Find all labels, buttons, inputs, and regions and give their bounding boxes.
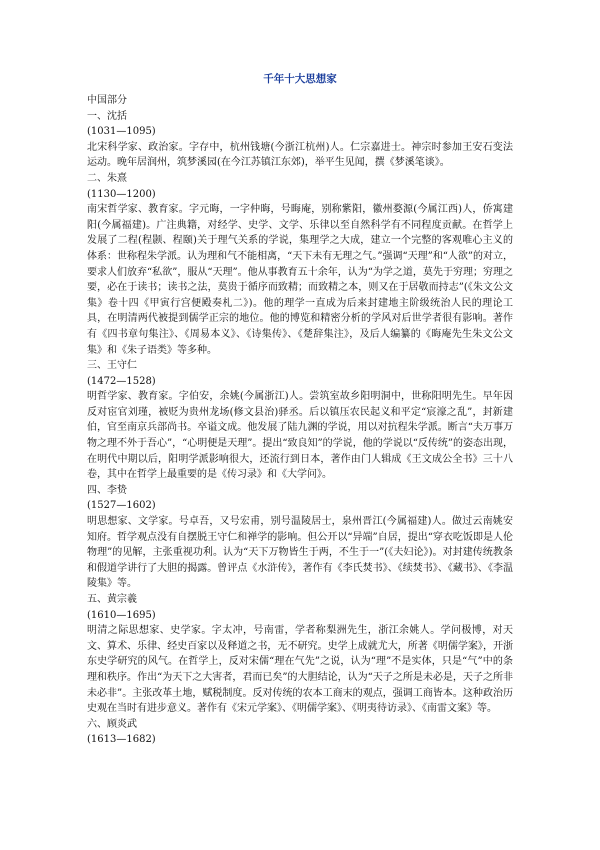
entry-heading: 一、沈括	[87, 110, 127, 122]
entry-dates: (1610—1695)	[87, 609, 156, 621]
entry-body: 南宋哲学家、教育家。字元晦，一字仲晦，号晦庵，别称紫阳，徽州婺源(今属江西)人，侨寓建阳(今属福建)。广注典籍，对经学、史学、文学、乐律以至自然科学有不同程度贡献。在哲学上发展了二程(程颢、程颐)关于理气关系的学说，集理学之大成，建立一个完整的客观唯心主义的体系：世称程朱学派。认为理和气不能相离，“天下未有无理之气。”强调“天理”和“人欲”的对立，要求人们放弃“私欲”，服从“天理”。他从事教育五十余年，认为“为学之道，莫先于穷理；穷理之要，必在于读书；读书之法，莫贵于循序而致精；而致精之本，则又在于居敬而持志”(《朱文公文集》卷十四《甲寅行宫便殿奏札二》)。他的理学一直成为后来封建地主阶级统治人民的理论工具，在明清两代被提到儒学正宗的地位。他的博览和精密分析的学风对后世学者很有影响。著作有《四书章句集注》、《周易本义》、《诗集传》、《楚辞集注》，及后人编纂的《晦庵先生朱文公文集》和《朱子语类》等多种。	[87, 204, 513, 356]
section-label: 中国部分	[87, 95, 127, 106]
entry-dates: (1031—1095)	[87, 126, 156, 138]
entry-li-zhi	[87, 483, 513, 592]
entry-heading: 二、朱熹	[87, 172, 127, 184]
entry-body: 明哲学家、教育家。字伯安，余姚(今属浙江)人。尝筑室故乡阳明洞中，世称阳明先生。早年因反对宦官刘瑾，被贬为贵州龙场(修文县治)驿丞。后以镇压农民起义和平定“宸濠之乱”，封新建伯，官至南京兵部尚书。卒谥文成。他发展了陆九渊的学说，用以对抗程朱学派。断言“夫万事万物之理不外于吾心”，“心明便是天理”。提出“致良知”的学说，他的学说以“反传统”的姿态出现，在明代中期以后，阳明学派影响很大，还流行到日本，著作由门人辑成《王文成公全书》三十八卷，其中在哲学上最重要的是《传习录》和《大学问》。	[87, 391, 513, 481]
document-page	[87, 72, 513, 748]
entry-dates: (1130—1200)	[87, 188, 156, 200]
entry-gu-yanwu	[87, 717, 513, 748]
entry-body: 北宋科学家、政治家。字存中，杭州钱塘(今浙江杭州)人。仁宗嘉进士。神宗时参加王安石变法运动。晚年居润州，筑梦溪园(在今江苏镇江东郊)，举平生见闻，撰《梦溪笔谈》。	[87, 141, 513, 169]
entry-heading: 三、王守仁	[87, 360, 137, 372]
entry-huang-zongxi	[87, 592, 513, 717]
document-title: 千年十大思想家	[263, 73, 337, 85]
entry-heading: 五、黄宗羲	[87, 594, 137, 605]
entry-dates: (1527—1602)	[87, 500, 156, 512]
entry-zhu-xi	[87, 171, 513, 358]
entry-dates: (1613—1682)	[87, 734, 156, 746]
entry-shen-kuo	[87, 109, 513, 171]
entry-body: 明清之际思想家、史学家。字太冲，号南雷，学者称梨洲先生，浙江余姚人。学问极博，对天文、算术、乐律、经史百家以及释道之书，无不研究。史学上成就尤大，所著《明儒学案》，开浙东史学研究的风气。在哲学上，反对宋儒“理在气先”之说，认为“理”不是实体，只是“气”中的条理和秩序。作出“为天下之大害者，君而已矣”的大胆结论，认为“天子之所是未必是，天子之所非未必非”。主张改革土地，赋税制度。反对传统的农本工商末的观点，强调工商皆本。这种政治历史观在当时有进步意义。著作有《宋元学案》、《明儒学案》、《明夷待访录》、《南雷文案》等。	[87, 625, 513, 715]
entry-dates: (1472—1528)	[87, 375, 156, 387]
entry-wang-shouren	[87, 358, 513, 483]
entry-body: 明思想家、文学家。号卓吾，又号宏甫，别号温陵居士，泉州晋江(今属福建)人。做过云南姚安知府。哲学观点没有自摆脱王守仁和禅学的影响。但公开以“异端”自居，提出“穿衣吃饭即是人伦物理”的见解，主张重视功利。认为“天下万物皆生于两，不生于一”(《夫妇论》)。对封建传统教条和假道学讲行了大胆的揭露。曾评点《水浒传》，著作有《李氏焚书》、《续焚书》、《藏书》、《李温陵集》等。	[87, 516, 513, 590]
entry-heading: 四、李贽	[87, 484, 127, 496]
entry-heading: 六、顾炎武	[87, 718, 137, 730]
